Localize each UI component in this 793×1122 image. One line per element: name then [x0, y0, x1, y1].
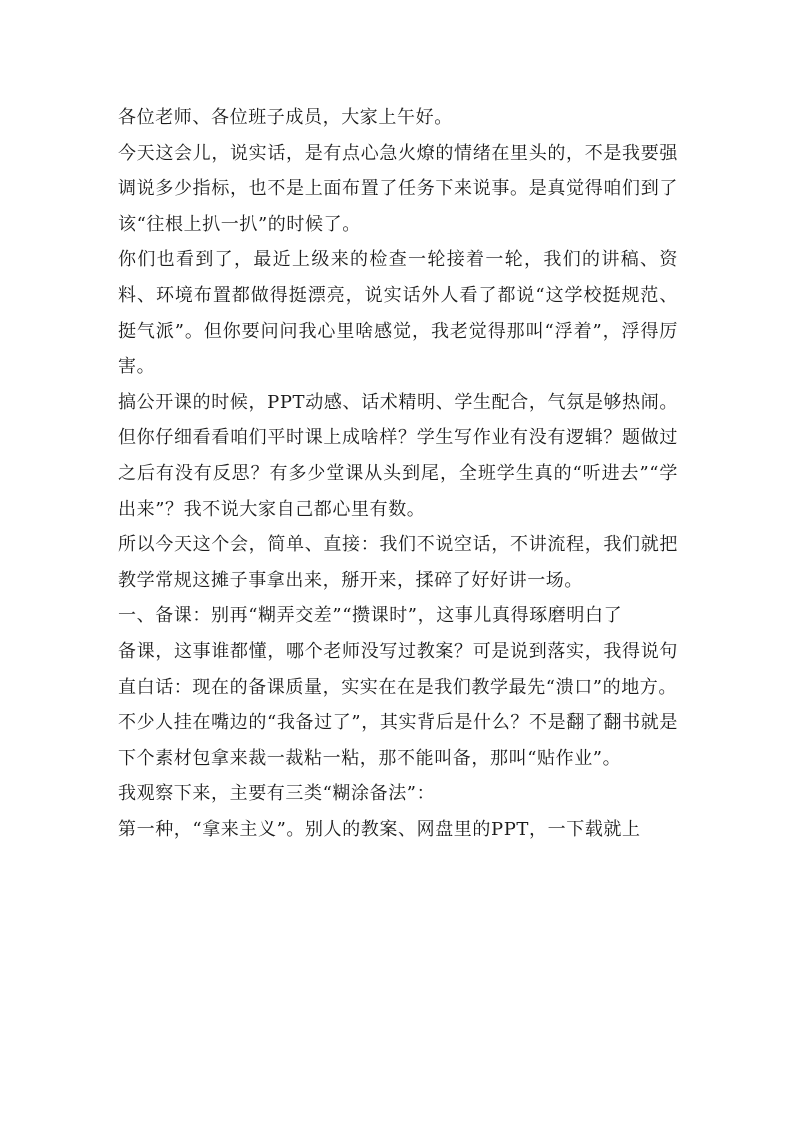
greeting-paragraph: 各位老师、各位班子成员，大家上午好。	[118, 107, 453, 128]
body-paragraph: 今天这会儿，说实话，是有点心急火燎的情绪在里头的，不是我要强调说多少指标，也不是上面布置了任务下来说事。是真觉得咱们到了该“往根上扒一扒”的时候了。	[118, 142, 678, 235]
section-heading: 一、备课：别再“糊弄交差”“攒课时”，这事儿真得琢磨明白了	[118, 605, 623, 627]
document-body	[118, 100, 678, 847]
body-paragraph: 搞公开课的时候，PPT动感、话术精明、学生配合，气氛是够热闹。但你仔细看看咱们平时课上成啥样？学生写作业有没有逻辑？题做过之后有没有反思？有多少堂课从头到尾，全班学生真的“听进去”“学出来”？我不说大家自己都心里有数。	[118, 391, 678, 520]
body-paragraph: 你们也看到了，最近上级来的检查一轮接着一轮，我们的讲稿、资料、环境布置都做得挺漂亮，说实话外人看了都说“这学校挺规范、挺气派”。但你要问问我心里啥感觉，我老觉得那叫“浮着”，浮得厉害。	[118, 249, 678, 378]
body-paragraph: 备课，这事谁都懂，哪个老师没写过教案？可是说到落实，我得说句直白话：现在的备课质量，实实在在是我们教学最先“溃口”的地方。	[118, 640, 678, 698]
body-paragraph: 所以今天这个会，简单、直接：我们不说空话，不讲流程，我们就把教学常规这摊子事拿出来，掰开来，揉碎了好好讲一场。	[118, 534, 678, 591]
body-paragraph: 我观察下来，主要有三类“糊涂备法”：	[118, 783, 436, 805]
body-paragraph: 不少人挂在嘴边的“我备过了”，其实背后是什么？不是翻了翻书就是下个素材包拿来裁一裁粘一粘，那不能叫备，那叫“贴作业”。	[118, 712, 678, 769]
body-paragraph: 第一种，“拿来主义”。别人的教案、网盘里的PPT，一下载就上	[118, 818, 641, 840]
